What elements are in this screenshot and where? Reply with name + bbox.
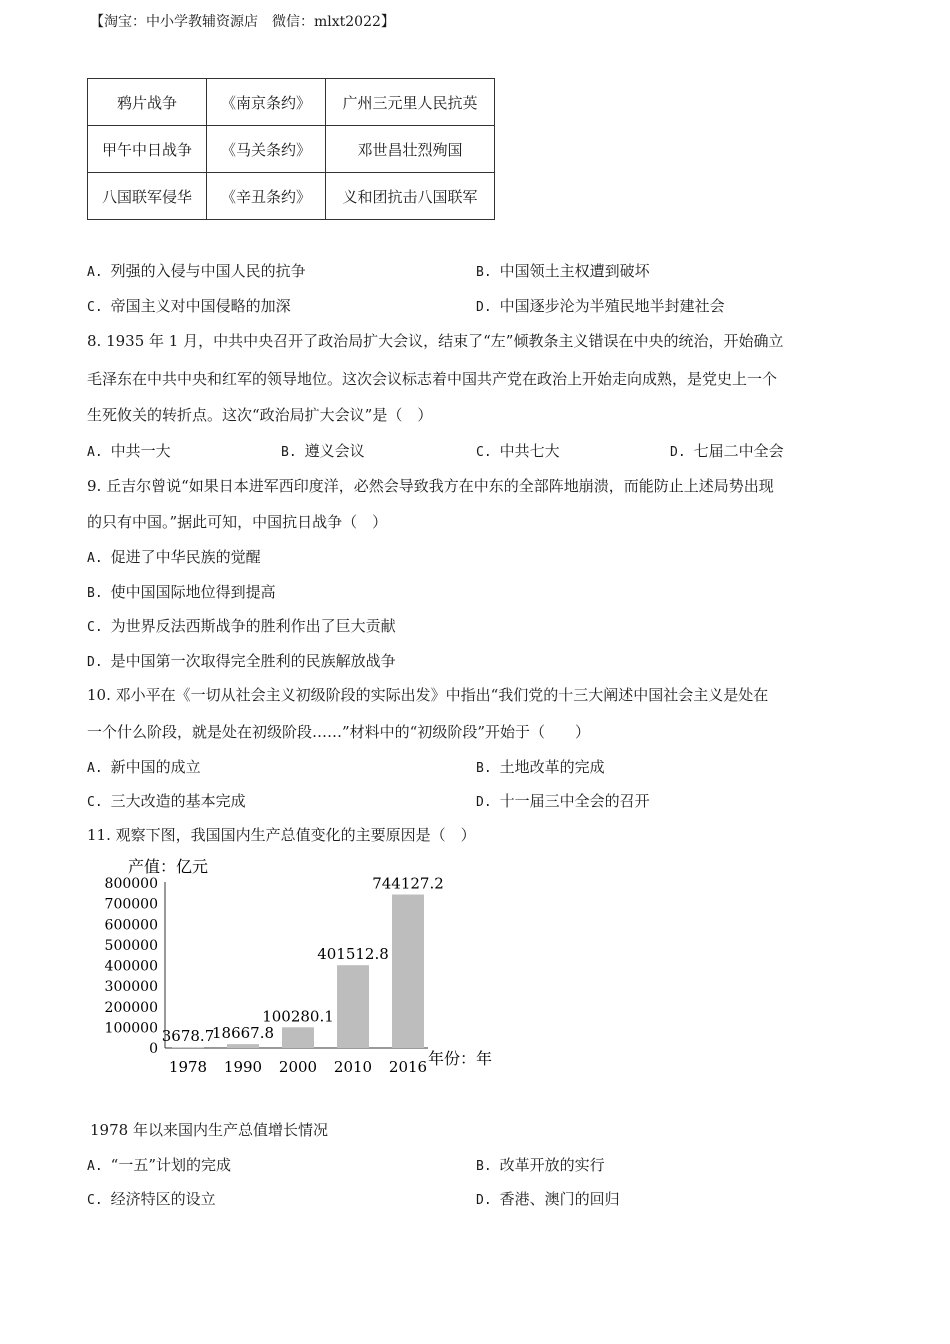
option-text: 改革开放的实行 <box>499 1156 605 1174</box>
q8-option-c[interactable] <box>476 440 560 461</box>
y-tick-label: 200000 <box>104 999 158 1016</box>
option-text: 遵义会议 <box>304 442 365 460</box>
option-text: 是中国第一次取得完全胜利的民族解放战争 <box>110 652 396 670</box>
y-tick-label: 400000 <box>104 958 158 975</box>
bar <box>392 895 424 1048</box>
option-letter: D. <box>87 655 103 670</box>
q9-stem-line: 9. 丘吉尔曾说“如果日本进军西印度洋，必然会导致我方在中东的全部阵地崩溃，而能防止上述局势出现 <box>87 477 774 495</box>
q8-stem-line: 8. 1935 年 1 月，中共中央召开了政治局扩大会议，结束了“左”倾教条主义错误在中央的统治，开始确立 <box>87 332 784 350</box>
table-row <box>88 173 495 220</box>
y-tick-label: 700000 <box>104 896 158 913</box>
option-text: 为世界反法西斯战争的胜利作出了巨大贡献 <box>110 617 396 635</box>
option-text: 中共七大 <box>499 442 560 460</box>
q11-option-b[interactable] <box>476 1154 605 1175</box>
bar <box>172 1047 204 1048</box>
table-row <box>88 79 495 126</box>
y-tick-label: 600000 <box>104 917 158 934</box>
q9-stem-line: 的只有中国。”据此可知，中国抗日战争（ ） <box>87 513 388 531</box>
y-tick-label: 100000 <box>104 1020 158 1037</box>
option-letter: C. <box>87 300 103 315</box>
option-text: 使中国国际地位得到提高 <box>110 583 276 601</box>
option-letter: B. <box>476 265 492 280</box>
option-text: 促进了中华民族的觉醒 <box>110 548 261 566</box>
bar <box>227 1044 259 1048</box>
option-text: 七届二中全会 <box>693 442 784 460</box>
table-cell: 《马关条约》 <box>207 126 326 173</box>
table-cell: 邓世昌壮烈殉国 <box>326 126 495 173</box>
option-text: 中共一大 <box>110 442 171 460</box>
y-axis-label: 产值：亿元 <box>128 857 209 876</box>
table-cell: 甲午中日战争 <box>88 126 207 173</box>
y-tick-label: 500000 <box>104 937 158 954</box>
option-text: 新中国的成立 <box>110 758 201 776</box>
table-cell: 《辛丑条约》 <box>207 173 326 220</box>
table-cell: 八国联军侵华 <box>88 173 207 220</box>
history-table <box>87 78 495 220</box>
y-axis-ticks <box>105 876 158 1057</box>
q10-option-b[interactable] <box>476 756 605 777</box>
q11-option-c[interactable] <box>87 1188 216 1209</box>
option-letter: D. <box>476 1193 492 1208</box>
option-letter: B. <box>476 761 492 776</box>
option-text: 中国逐步沦为半殖民地半封建社会 <box>499 297 725 315</box>
option-letter: B. <box>87 586 103 601</box>
bar-value-label: 744127.2 <box>372 874 444 893</box>
x-tick-label: 1978 <box>168 1058 208 1076</box>
q10-option-d[interactable] <box>476 790 650 811</box>
option-text: 中国领土主权遭到破坏 <box>499 262 650 280</box>
option-text: “一五”计划的完成 <box>110 1156 231 1174</box>
option-letter: B. <box>476 1159 492 1174</box>
q7-option-a[interactable] <box>87 260 306 281</box>
table-row <box>88 126 495 173</box>
option-letter: C. <box>87 620 103 635</box>
option-letter: A. <box>87 1159 103 1174</box>
q8-stem-line: 生死攸关的转折点。这次“政治局扩大会议”是（ ） <box>87 406 433 424</box>
q7-option-d[interactable] <box>476 295 725 316</box>
option-text: 土地改革的完成 <box>499 758 605 776</box>
q8-option-a[interactable] <box>87 440 171 461</box>
table-cell: 鸦片战争 <box>88 79 207 126</box>
q11-option-a[interactable] <box>87 1154 231 1175</box>
q11-stem: 11. 观察下图，我国国内生产总值变化的主要原因是（ ） <box>87 826 476 844</box>
option-letter: A. <box>87 551 103 566</box>
gdp-bar-chart <box>90 850 510 1082</box>
option-letter: A. <box>87 445 103 460</box>
page-header: 【淘宝：中小学教辅资源店 微信：mlxt2022】 <box>90 14 395 30</box>
y-tick-label: 0 <box>149 1041 158 1057</box>
chart-caption: 1978 年以来国内生产总值增长情况 <box>90 1121 328 1139</box>
bar-value-label: 3678.7 <box>161 1027 215 1046</box>
option-text: 香港、澳门的回归 <box>499 1190 620 1208</box>
q8-option-d[interactable] <box>670 440 784 461</box>
option-letter: C. <box>87 1193 103 1208</box>
y-tick-label: 300000 <box>104 979 158 996</box>
option-letter: D. <box>476 795 492 810</box>
x-tick-label: 1990 <box>223 1058 263 1076</box>
q9-option-d[interactable] <box>87 650 396 671</box>
bar <box>282 1027 314 1048</box>
q9-option-c[interactable] <box>87 615 396 636</box>
option-letter: D. <box>476 300 492 315</box>
q7-option-c[interactable] <box>87 295 291 316</box>
q10-option-a[interactable] <box>87 756 201 777</box>
option-letter: A. <box>87 265 103 280</box>
bar-value-label: 100280.1 <box>262 1007 334 1026</box>
x-tick-label: 2010 <box>333 1058 373 1076</box>
bar-value-label: 401512.8 <box>317 945 389 964</box>
q10-stem-line: 10. 邓小平在《一切从社会主义初级阶段的实际出发》中指出“我们党的十三大阐述中国社会主义是处在 <box>87 686 769 704</box>
bar <box>337 965 369 1048</box>
x-tick-label: 2016 <box>388 1058 428 1076</box>
x-axis-label: 年份：年 <box>428 1049 493 1068</box>
option-text: 经济特区的设立 <box>110 1190 216 1208</box>
option-text: 三大改造的基本完成 <box>110 792 246 810</box>
q9-option-a[interactable] <box>87 546 261 567</box>
option-text: 十一届三中全会的召开 <box>499 792 650 810</box>
q7-option-b[interactable] <box>476 260 650 281</box>
table-cell: 广州三元里人民抗英 <box>326 79 495 126</box>
table-cell: 义和团抗击八国联军 <box>326 173 495 220</box>
option-text: 帝国主义对中国侵略的加深 <box>110 297 291 315</box>
q8-option-b[interactable] <box>281 440 365 461</box>
option-letter: A. <box>87 761 103 776</box>
q10-stem-line: 一个什么阶段，就是处在初级阶段……”材料中的“初级阶段”开始于（ ） <box>87 723 591 741</box>
x-tick-label: 2000 <box>278 1058 318 1076</box>
q8-stem-line: 毛泽东在中共中央和红军的领导地位。这次会议标志着中国共产党在政治上开始走向成熟，是党史上一个 <box>87 370 778 388</box>
option-letter: B. <box>281 445 297 460</box>
option-letter: C. <box>87 795 103 810</box>
q9-option-b[interactable] <box>87 581 276 602</box>
q11-option-d[interactable] <box>476 1188 620 1209</box>
option-letter: C. <box>476 445 492 460</box>
table-cell: 《南京条约》 <box>207 79 326 126</box>
x-axis-ticks <box>169 1058 427 1076</box>
bar-value-label: 18667.8 <box>211 1024 275 1043</box>
option-letter: D. <box>670 445 686 460</box>
option-text: 列强的入侵与中国人民的抗争 <box>110 262 306 280</box>
q10-option-c[interactable] <box>87 790 246 811</box>
y-tick-label: 800000 <box>104 876 158 892</box>
